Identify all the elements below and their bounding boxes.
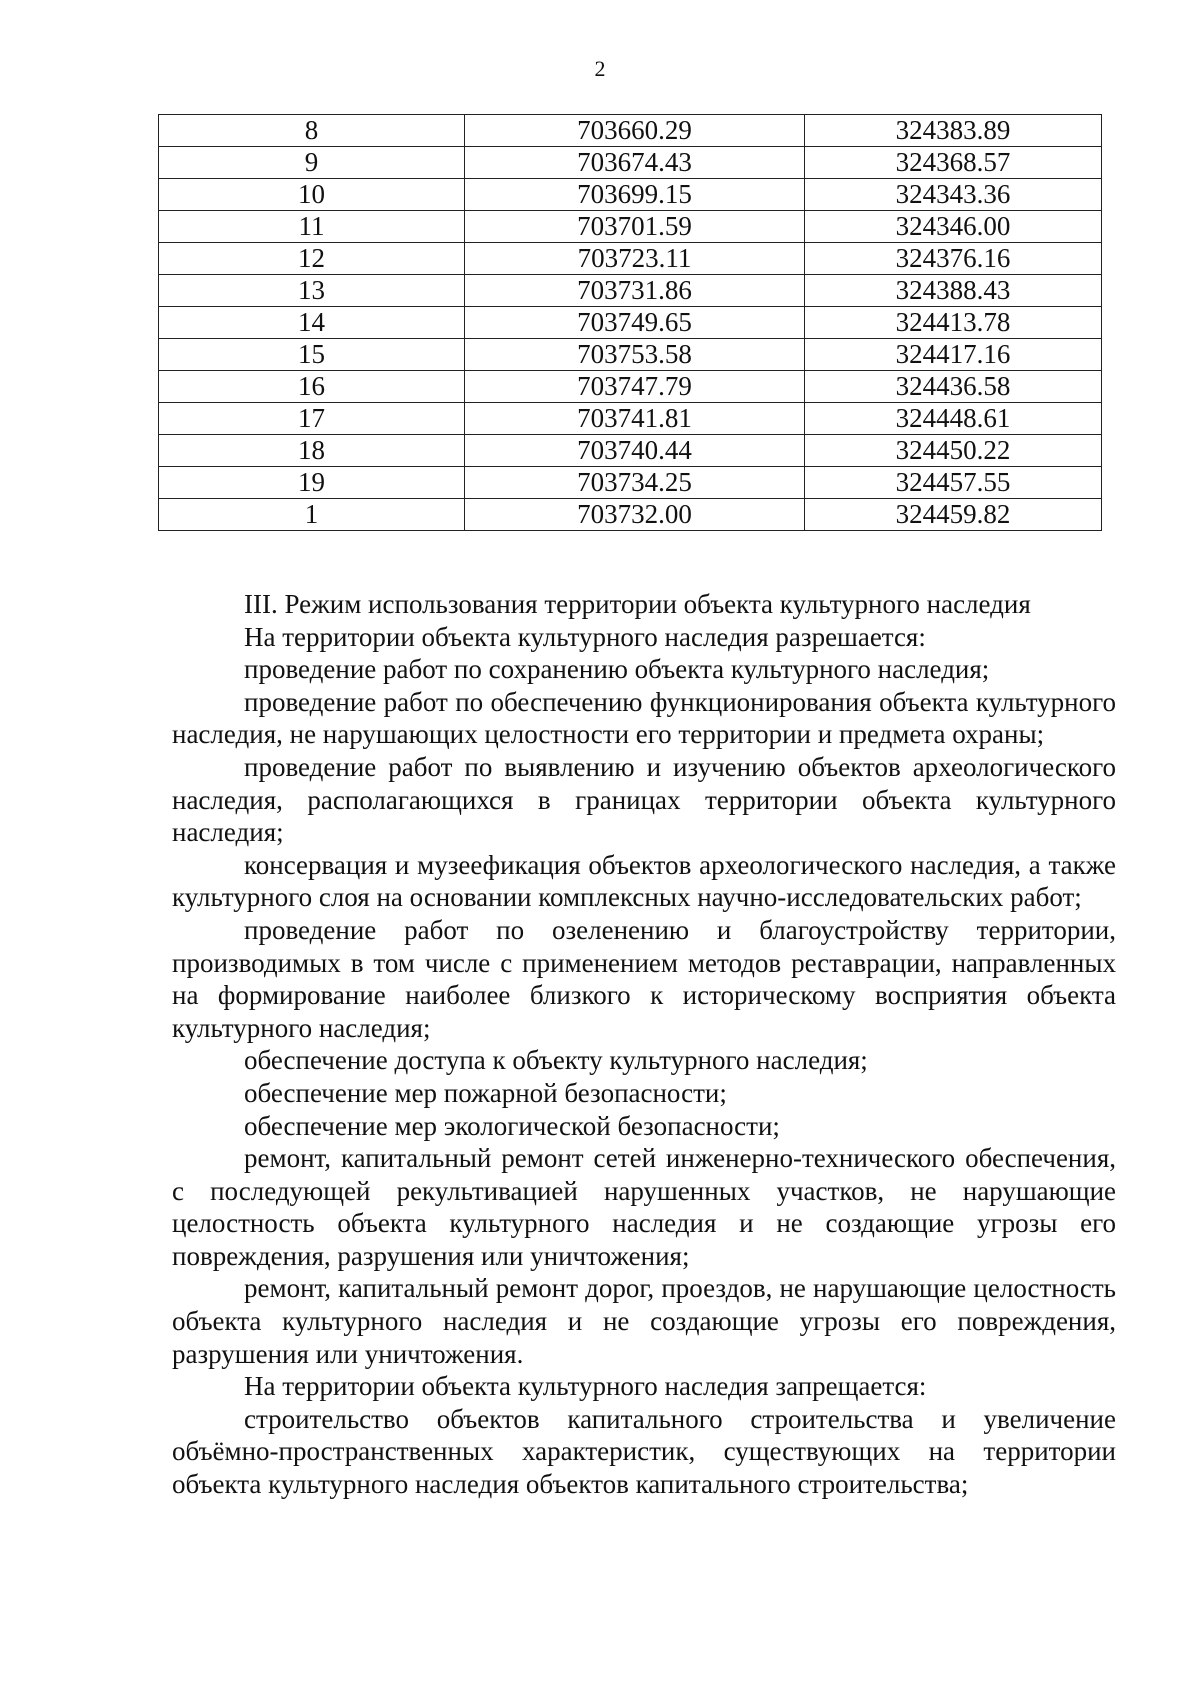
y-coordinate-cell: 324459.82 [805,499,1102,531]
paragraph: обеспечение мер пожарной безопасности; [244,1077,727,1108]
x-coordinate-cell: 703753.58 [465,339,805,371]
paragraph: проведение работ по озеленению и благоустройству территории, производимых в том числе с применением методов реставрации, направленных на формирование наиболее близкого к историческому восприятия объекта культурного наследия; [172,914,1116,1043]
x-coordinate-cell: 703674.43 [465,147,805,179]
point-number-cell: 10 [159,179,465,211]
x-coordinate-cell: 703747.79 [465,371,805,403]
x-coordinate-cell: 703660.29 [465,115,805,147]
point-number-cell: 16 [159,371,465,403]
paragraph: На территории объекта культурного наследия запрещается: [244,1371,927,1402]
point-number-cell: 13 [159,275,465,307]
y-coordinate-cell: 324436.58 [805,371,1102,403]
y-coordinate-cell: 324388.43 [805,275,1102,307]
y-coordinate-cell: 324368.57 [805,147,1102,179]
page-number: 2 [594,56,606,81]
section-heading: III. Режим использования территории объекта культурного наследия [244,589,1031,619]
x-coordinate-cell: 703740.44 [465,435,805,467]
table-row [159,371,1102,403]
paragraph: консервация и музеефикация объектов археологического наследия, а также культурного слоя на основании комплексных научно-исследовательских работ; [172,849,1116,913]
y-coordinate-cell: 324346.00 [805,211,1102,243]
paragraph: строительство объектов капитального строительства и увеличение объёмно-пространственных характеристик, существующих на территории объекта культурного наследия объектов капитального строительства; [172,1403,1116,1500]
paragraph: проведение работ по выявлению и изучению объектов археологического наследия, располагающихся в границах территории объекта культурного наследия; [172,751,1116,848]
coordinates-table-body [159,115,1102,531]
y-coordinate-cell: 324376.16 [805,243,1102,275]
x-coordinate-cell: 703731.86 [465,275,805,307]
x-coordinate-cell: 703701.59 [465,211,805,243]
y-coordinate-cell: 324450.22 [805,435,1102,467]
point-number-cell: 15 [159,339,465,371]
paragraph: ремонт, капитальный ремонт сетей инженерно-технического обеспечения, с последующей рекультивацией нарушенных участков, не нарушающие целостность объекта культурного наследия и не создающие угрозы его повреждения, разрушения или уничтожения; [172,1143,1116,1271]
y-coordinate-cell: 324457.55 [805,467,1102,499]
x-coordinate-cell: 703741.81 [465,403,805,435]
table-row [159,115,1102,147]
table-row [159,211,1102,243]
table-row [159,499,1102,531]
x-coordinate-cell: 703734.25 [465,467,805,499]
point-number-cell: 17 [159,403,465,435]
point-number-cell: 8 [159,115,465,147]
point-number-cell: 1 [159,499,465,531]
y-coordinate-cell: 324383.89 [805,115,1102,147]
paragraph: На территории объекта культурного наследия разрешается: [244,621,926,652]
x-coordinate-cell: 703749.65 [465,307,805,339]
x-coordinate-cell: 703732.00 [465,499,805,531]
point-number-cell: 14 [159,307,465,339]
table-row [159,435,1102,467]
y-coordinate-cell: 324413.78 [805,307,1102,339]
table-row [159,147,1102,179]
point-number-cell: 9 [159,147,465,179]
table-row [159,467,1102,499]
y-coordinate-cell: 324448.61 [805,403,1102,435]
point-number-cell: 11 [159,211,465,243]
x-coordinate-cell: 703699.15 [465,179,805,211]
table-row [159,243,1102,275]
table-row [159,307,1102,339]
coordinates-table [158,114,1102,531]
table-row [159,275,1102,307]
document-body [172,588,1116,1501]
paragraph: обеспечение доступа к объекту культурного наследия; [244,1045,868,1076]
point-number-cell: 18 [159,435,465,467]
y-coordinate-cell: 324417.16 [805,339,1102,371]
paragraph: проведение работ по обеспечению функционирования объекта культурного наследия, не нарушающих целостности его территории и предмета охраны; [172,686,1116,750]
paragraph: проведение работ по сохранению объекта культурного наследия; [244,654,990,685]
y-coordinate-cell: 324343.36 [805,179,1102,211]
table-row [159,339,1102,371]
table-row [159,403,1102,435]
paragraph: ремонт, капитальный ремонт дорог, проездов, не нарушающие целостность объекта культурного наследия и не создающие угрозы его повреждения, разрушения или уничтожения. [172,1273,1116,1369]
point-number-cell: 12 [159,243,465,275]
x-coordinate-cell: 703723.11 [465,243,805,275]
table-row [159,179,1102,211]
paragraph: обеспечение мер экологической безопасности; [244,1110,780,1141]
point-number-cell: 19 [159,467,465,499]
